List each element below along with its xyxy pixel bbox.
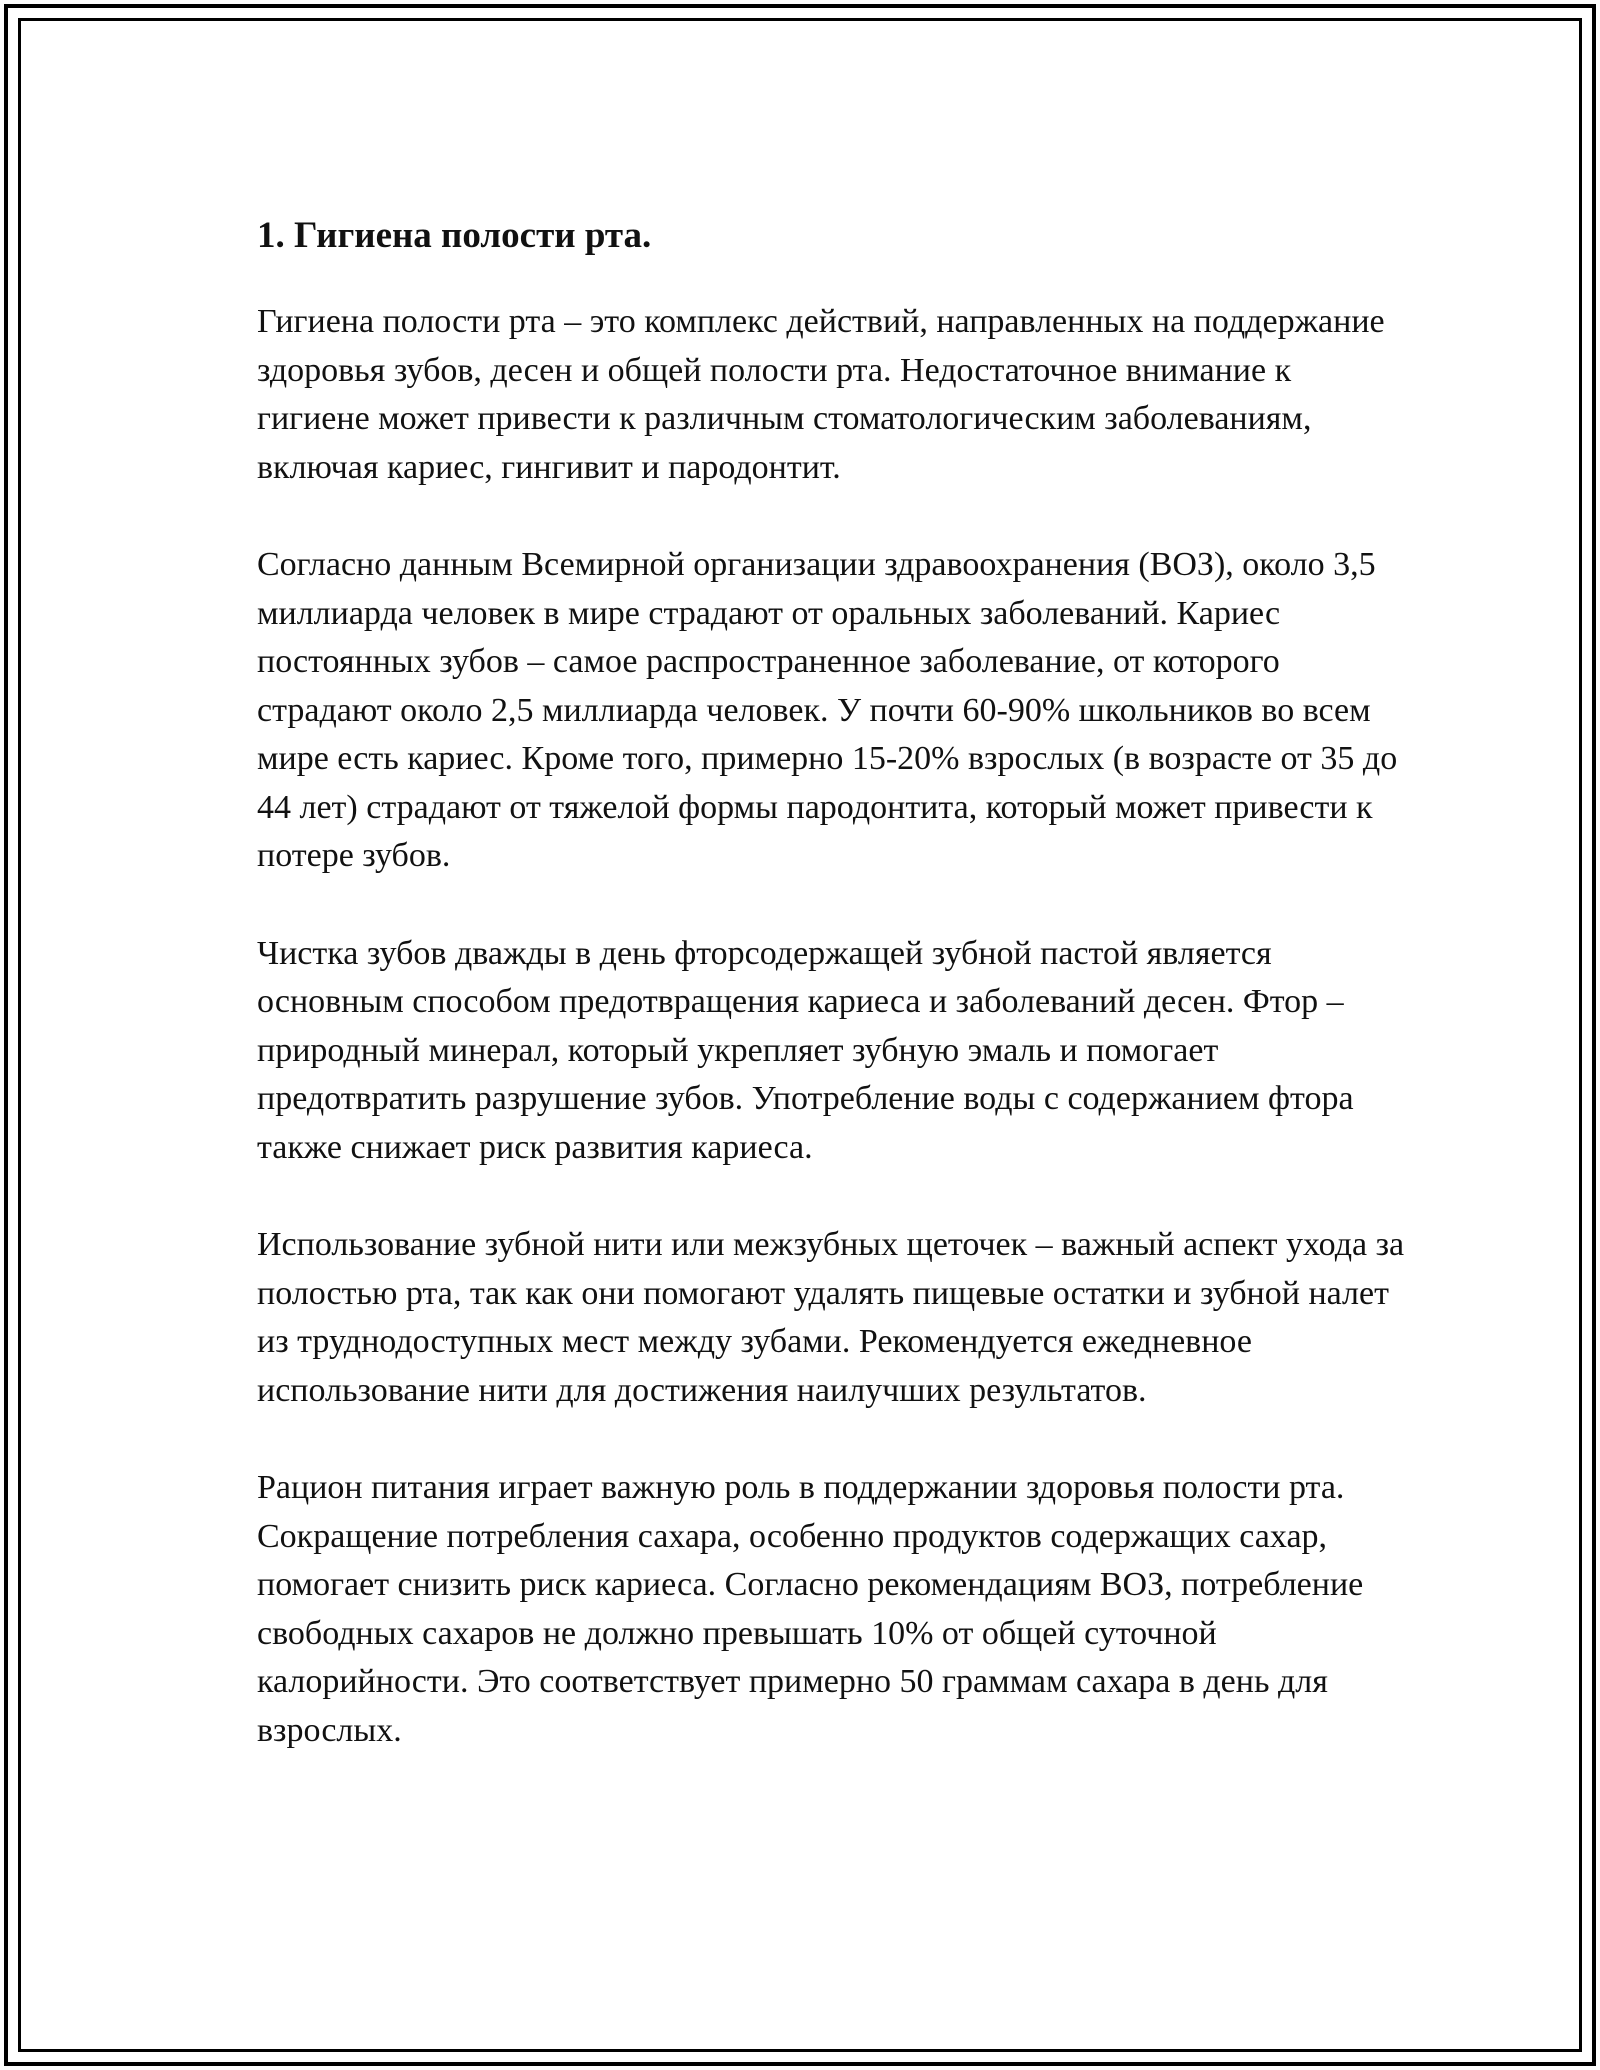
paragraph-flossing: Использование зубной нити или межзубных щеточек – важный аспект ухода за полостью рта, так как они помогают удалять пищевые остатки и зубной налет из труднодоступных мест между зубами. Рекомендуется ежедневное использование нити для достижения наилучших результатов. xyxy=(257,1226,1405,1409)
document-body xyxy=(257,208,1407,1755)
page-inner-border xyxy=(18,18,1582,2052)
paragraph-brushing-fluoride: Чистка зубов дважды в день фторсодержащей зубной пастой является основным способом предотвращения кариеса и заболеваний десен. Фтор – природный минерал, который укрепляет зубную эмаль и помогает предотвратить разрушение зубов. Употребление воды с содержанием фтора также снижает риск развития кариеса. xyxy=(257,934,1354,1166)
paragraph-diet-sugar: Рацион питания играет важную роль в поддержании здоровья полости рта. Сокращение потребления сахара, особенно продуктов содержащих сахар, помогает снизить риск кариеса. Согласно рекомендациям ВОЗ, потребление свободных сахаров не должно превышать 10% от общей суточной калорийности. Это соответствует примерно 50 граммам сахара в день для взрослых. xyxy=(257,1469,1364,1749)
paragraph-oral-hygiene-definition: Гигиена полости рта – это комплекс действий, направленных на поддержание здоровья зубов, десен и общей полости рта. Недостаточное внимание к гигиене может привести к различным стоматологическим заболеваниям, включая кариес, гингивит и пародонтит. xyxy=(257,303,1385,486)
paragraph-who-statistics: Согласно данным Всемирной организации здравоохранения (ВОЗ), около 3,5 миллиарда человек в мире страдают от оральных заболеваний. Кариес постоянных зубов – самое распространенное заболевание, от которого страдают около 2,5 миллиарда человек. У почти 60-90% школьников во всем мире есть кариес. Кроме того, примерно 15-20% взрослых (в возрасте от 35 до 44 лет) страдают от тяжелой формы пародонтита, который может привести к потере зубов. xyxy=(257,546,1398,874)
page-outer-border xyxy=(4,4,1596,2066)
section-heading: 1. Гигиена полости рта. xyxy=(257,215,652,256)
